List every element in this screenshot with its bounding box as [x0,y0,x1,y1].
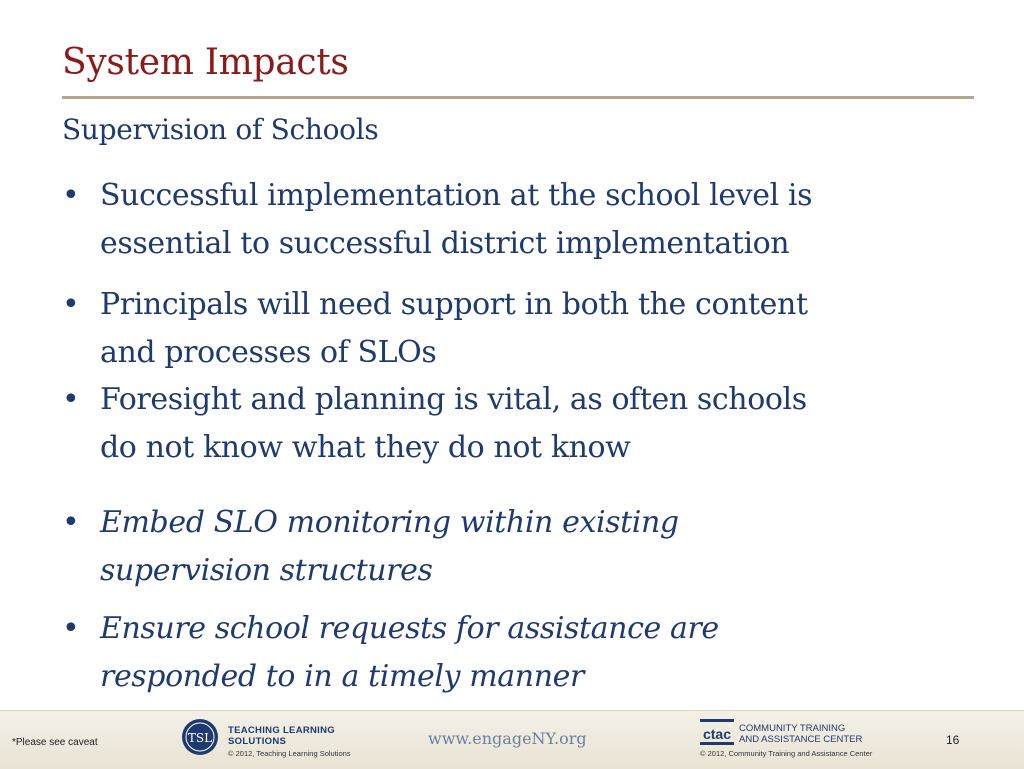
bullet-item [62,281,982,377]
bullet-marker: • [62,178,80,213]
caveat-note: *Please see caveat [12,737,98,748]
page-number: 16 [946,733,960,747]
ctac-copyright: © 2012, Community Training and Assistance Center [700,749,873,758]
ctac-logo-icon [700,719,734,745]
bullet-line: do not know what they do not know [100,430,631,465]
bullet-item [62,172,982,268]
bullet-line: Foresight and planning is vital, as often schools [100,382,807,417]
slide-title: System Impacts [62,42,349,83]
slide-subtitle: Supervision of Schools [62,113,379,146]
bullet-line: supervision structures [100,553,433,588]
bullet-marker: • [62,287,80,322]
bullet-line: and processes of SLOs [100,335,437,370]
slide-footer [0,710,1024,769]
title-divider [62,96,974,99]
bullet-line: Principals will need support in both the content [100,287,808,322]
bullet-item [62,376,982,472]
bullet-line: Successful implementation at the school level is [100,178,813,213]
svg-text:ctac: ctac [702,726,732,742]
tls-copyright: © 2012, Teaching Learning Solutions [228,749,351,758]
bullet-item [62,605,982,701]
bullet-line: essential to successful district implementation [100,226,790,261]
website-link[interactable]: www.engageNY.org [428,729,587,748]
tls-name: TEACHING LEARNING SOLUTIONS [228,725,335,747]
bullet-marker: • [62,505,80,540]
teaching-learning-solutions-logo-icon [180,717,220,757]
bullet-line: responded to in a timely manner [100,659,584,694]
ctac-name: COMMUNITY TRAINING AND ASSISTANCE CENTER [739,723,863,745]
bullet-marker: • [62,382,80,417]
bullet-line: Ensure school requests for assistance are [100,611,719,646]
bullet-line: Embed SLO monitoring within existing [100,505,679,540]
bullet-item [62,499,982,595]
bullet-marker: • [62,611,80,646]
svg-text:TSL: TSL [187,731,213,745]
